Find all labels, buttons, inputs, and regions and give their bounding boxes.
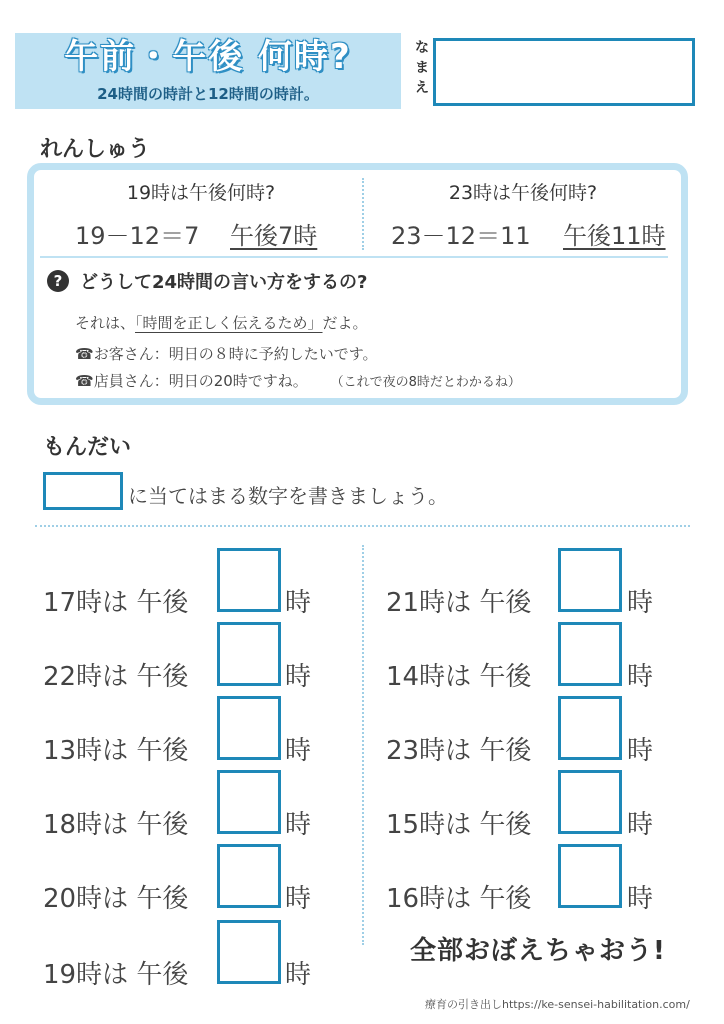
problem-label: 16時は 午後 (386, 884, 532, 914)
unit-label: 時 (285, 884, 312, 914)
answer-box[interactable] (217, 548, 281, 612)
problem-label: 20時は 午後 (43, 884, 189, 914)
answer-box[interactable] (558, 622, 622, 686)
problem-label: 18時は 午後 (43, 810, 189, 840)
dialog-customer: お客さん：明日の８時に予約したいです。 (93, 345, 378, 363)
unit-label: 時 (627, 884, 654, 914)
unit-label: 時 (285, 960, 312, 990)
why-title: どうして24時間の言い方をするの? (80, 272, 368, 293)
example-equation-2: 23－12＝11 (391, 222, 531, 250)
phone-icon: ☎ (75, 345, 94, 363)
unit-label: 時 (627, 662, 654, 692)
reason-suffix: だよ。 (322, 314, 368, 332)
answer-box[interactable] (217, 920, 281, 984)
dialog-line-1 (75, 343, 378, 364)
reason-line (75, 312, 368, 333)
unit-label: 時 (627, 736, 654, 766)
example-question-1: 19時は午後何時? (126, 182, 276, 204)
column-divider (362, 545, 364, 945)
unit-label: 時 (285, 736, 312, 766)
dialog-staff: 店員さん：明日の20時ですね。 (93, 372, 308, 390)
answer-box[interactable] (217, 770, 281, 834)
footer-credit: 療育の引き出しhttps://ke-sensei-habilitation.com/ (425, 998, 690, 1011)
reason-prefix: それは、 (75, 314, 136, 332)
answer-box[interactable] (558, 770, 622, 834)
name-label: なまえ (415, 40, 429, 96)
unit-label: 時 (627, 588, 654, 618)
answer-box[interactable] (217, 622, 281, 686)
reason-key: 「時間を正しく伝えるため」 (135, 314, 323, 332)
problem-label: 13時は 午後 (43, 736, 189, 766)
problems-heading: もんだい (43, 435, 132, 460)
problem-label: 22時は 午後 (43, 662, 189, 692)
problem-label: 14時は 午後 (386, 662, 532, 692)
example-question-2: 23時は午後何時? (448, 182, 598, 204)
question-icon: ? (47, 270, 69, 292)
name-field[interactable] (433, 38, 695, 106)
answer-box[interactable] (217, 844, 281, 908)
answer-box[interactable] (558, 844, 622, 908)
problem-label: 15時は 午後 (386, 810, 532, 840)
practice-heading: れんしゅう (40, 137, 151, 162)
problems-instruction: に当てはまる数字を書きましょう。 (128, 484, 448, 508)
dialog-note: （これで夜の8時だとわかるね） (330, 375, 521, 390)
answer-box[interactable] (558, 548, 622, 612)
phone-icon: ☎ (75, 372, 94, 390)
practice-separator (40, 256, 668, 258)
dialog-line-2 (75, 370, 521, 391)
problem-label: 19時は 午後 (43, 960, 189, 990)
example-answer-1: 午後7時 (230, 222, 318, 250)
unit-label: 時 (285, 588, 312, 618)
example-answer-2: 午後11時 (563, 222, 666, 250)
answer-box[interactable] (558, 696, 622, 760)
page-title: 午前・午後 何時? (64, 37, 352, 77)
example-equation-1: 19－12＝7 (75, 222, 200, 250)
example-answer-box (43, 472, 123, 510)
unit-label: 時 (285, 662, 312, 692)
page-subtitle: 24時間の時計と12時間の時計。 (97, 85, 319, 103)
cheer-text: 全部おぼえちゃおう! (410, 936, 666, 966)
problem-label: 21時は 午後 (386, 588, 532, 618)
problems-separator (35, 525, 690, 527)
unit-label: 時 (627, 810, 654, 840)
problem-label: 23時は 午後 (386, 736, 532, 766)
problem-label: 17時は 午後 (43, 588, 189, 618)
unit-label: 時 (285, 810, 312, 840)
answer-box[interactable] (217, 696, 281, 760)
